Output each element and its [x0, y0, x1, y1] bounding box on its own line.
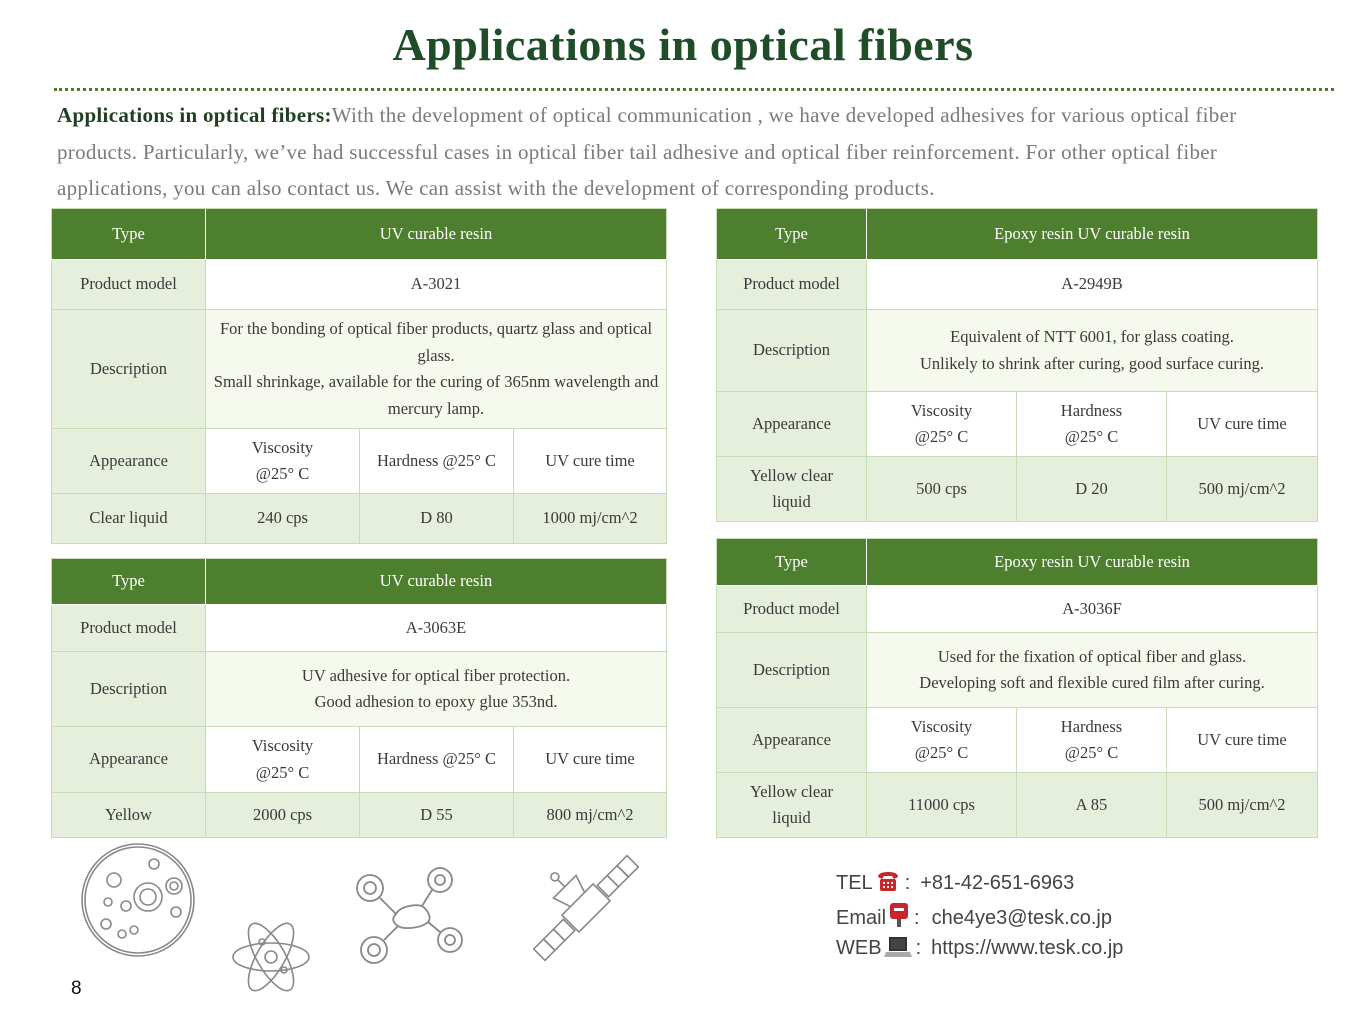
- model-label: Product model: [717, 260, 867, 310]
- hardness-value: D 20: [1017, 457, 1167, 522]
- laptop-icon: [884, 936, 912, 958]
- description-value: [206, 652, 667, 727]
- email-separator: :: [914, 907, 920, 929]
- atom-icon: [230, 912, 312, 1002]
- product-table-a2949b: [716, 208, 1318, 522]
- viscosity-value: 11000 cps: [867, 773, 1017, 838]
- uv-time-value: 1000 mj/cm^2: [514, 494, 667, 544]
- description-value: [206, 310, 667, 429]
- appearance-value: Yellow clear liquid: [717, 457, 867, 522]
- appearance-label: Appearance: [717, 392, 867, 457]
- uv-time-label: UV cure time: [1167, 392, 1318, 457]
- type-label: Type: [717, 209, 867, 260]
- description-line: Developing soft and flexible cured film after curing.: [919, 673, 1265, 692]
- description-label: Description: [52, 310, 206, 429]
- type-label: Type: [52, 209, 206, 260]
- telephone-icon: [875, 869, 901, 893]
- hardness-value: A 85: [1017, 773, 1167, 838]
- description-label: Description: [52, 652, 206, 727]
- petri-dish-icon: [78, 842, 198, 962]
- uv-time-value: 500 mj/cm^2: [1167, 773, 1318, 838]
- hardness-value: D 55: [360, 793, 514, 838]
- web-label: WEB: [836, 937, 882, 959]
- hardness-label: Hardness @25° C: [360, 727, 514, 793]
- type-value: UV curable resin: [206, 209, 667, 260]
- model-value: A-2949B: [867, 260, 1318, 310]
- hardness-label: Hardness @25° C: [360, 429, 514, 494]
- description-value: [867, 633, 1318, 708]
- model-value: A-3063E: [206, 605, 667, 652]
- appearance-label: Appearance: [52, 727, 206, 793]
- product-table-a3021: [51, 208, 667, 544]
- molecule-icon: [352, 866, 470, 968]
- description-line: Small shrinkage, available for the curing of 365nm wavelength and mercury lamp.: [213, 372, 659, 418]
- product-table-a3063e: [51, 558, 667, 838]
- contact-web: [836, 936, 1123, 960]
- model-label: Product model: [717, 586, 867, 633]
- appearance-value: Yellow: [52, 793, 206, 838]
- description-label: Description: [717, 633, 867, 708]
- product-table-a3036f: [716, 538, 1318, 838]
- appearance-value: Yellow clear liquid: [717, 773, 867, 838]
- viscosity-label: Viscosity @25° C: [867, 708, 1017, 773]
- viscosity-value: 500 cps: [867, 457, 1017, 522]
- viscosity-label: Viscosity @25° C: [206, 429, 360, 494]
- appearance-label: Appearance: [717, 708, 867, 773]
- model-value: A-3036F: [867, 586, 1318, 633]
- type-value: Epoxy resin UV curable resin: [867, 539, 1318, 586]
- title-divider: [54, 88, 1334, 91]
- tel-separator: :: [904, 872, 911, 894]
- viscosity-label: Viscosity @25° C: [867, 392, 1017, 457]
- description-line: For the bonding of optical fiber products, quartz glass and optical glass.: [219, 319, 653, 365]
- page-title: Applications in optical fibers: [392, 19, 974, 70]
- appearance-label: Appearance: [52, 429, 206, 494]
- description-line: Good adhesion to epoxy glue 353nd.: [314, 692, 558, 711]
- hardness-label: Hardness @25° C: [1017, 392, 1167, 457]
- type-value: Epoxy resin UV curable resin: [867, 209, 1318, 260]
- tel-number[interactable]: +81-42-651-6963: [920, 872, 1075, 894]
- viscosity-value: 240 cps: [206, 494, 360, 544]
- email-label: Email: [836, 907, 887, 929]
- intro-text: With the development of optical communication , we have developed adhesives for various optical fiber products. Particularly, we’ve had successful cases in optical fiber tail adhesive and optical fiber reinforcement. For other optical fiber applications, you can also contact us. We can assist with the development of corresponding products.: [57, 103, 1237, 200]
- hardness-label: Hardness @25° C: [1017, 708, 1167, 773]
- type-value: UV curable resin: [206, 559, 667, 605]
- intro-paragraph: [57, 97, 1317, 207]
- model-label: Product model: [52, 260, 206, 310]
- appearance-value: Clear liquid: [52, 494, 206, 544]
- model-label: Product model: [52, 605, 206, 652]
- uv-time-label: UV cure time: [514, 429, 667, 494]
- description-label: Description: [717, 310, 867, 392]
- satellite-icon: [524, 848, 648, 968]
- uv-time-value: 500 mj/cm^2: [1167, 457, 1318, 522]
- web-separator: :: [915, 937, 922, 959]
- contact-tel: [836, 869, 1074, 895]
- type-label: Type: [52, 559, 206, 605]
- viscosity-label: Viscosity @25° C: [206, 727, 360, 793]
- uv-time-value: 800 mj/cm^2: [514, 793, 667, 838]
- contact-email: [836, 902, 1112, 930]
- uv-time-label: UV cure time: [514, 727, 667, 793]
- description-line: Used for the fixation of optical fiber and glass.: [937, 646, 1247, 666]
- description-value: [867, 310, 1318, 392]
- web-url[interactable]: https://www.tesk.co.jp: [931, 937, 1124, 959]
- description-line: Equivalent of NTT 6001, for glass coating.: [950, 327, 1234, 346]
- page-number: 8: [71, 978, 82, 999]
- hardness-value: D 80: [360, 494, 514, 544]
- description-line: Unlikely to shrink after curing, good surface curing.: [919, 353, 1265, 373]
- viscosity-value: 2000 cps: [206, 793, 360, 838]
- tel-label: TEL: [836, 872, 873, 894]
- description-line: UV adhesive for optical fiber protection.: [301, 665, 571, 685]
- uv-time-label: UV cure time: [1167, 708, 1318, 773]
- intro-lead: Applications in optical fibers:: [57, 103, 332, 127]
- email-address[interactable]: che4ye3@tesk.co.jp: [931, 907, 1112, 929]
- model-value: A-3021: [206, 260, 667, 310]
- type-label: Type: [717, 539, 867, 586]
- postbox-icon: [888, 902, 910, 928]
